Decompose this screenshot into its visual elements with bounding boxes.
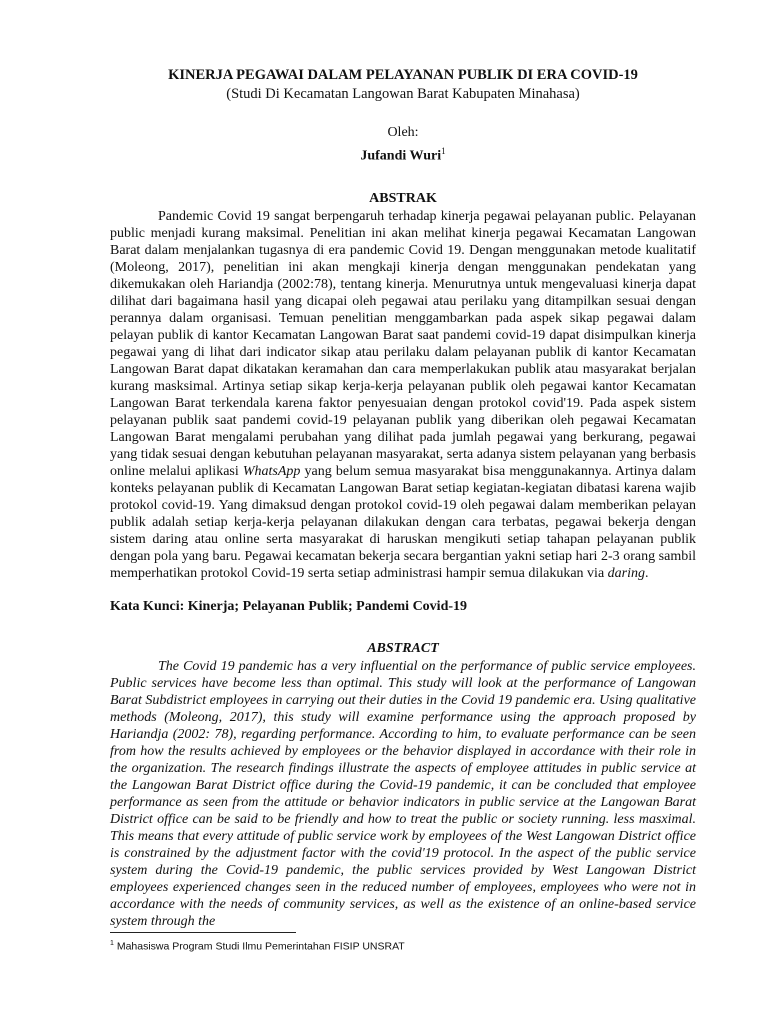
author-name	[110, 142, 696, 166]
abstrak-text-part-2: yang belum semua masyarakat bisa menggunakannya. Artinya dalam konteks pelayanan publik di Kecamatan Langowan Barat setiap kegiatan-kegiatan dibatasi karena wajib protokol covid-19. Yang dimaksud dengan protokol covid-19 oleh pegawai dalam memberikan pelayan publik adalah setiap kerja-kerja pelayanan dilakukan dengan cara terbatas, pegawai bekerja dengan sistem daring atau online serta masyarakat di haruskan mengikuti setiap tahapan pelayanan publik dengan pola yang baru. Pegawai kecamatan bekerja secara bergantian yakni setiap hari 2-3 orang sambil memperhatikan protokol Covid-19 serta setiap administrasi hampir semua dilakukan via	[110, 463, 697, 581]
paper-subtitle: (Studi Di Kecamatan Langowan Barat Kabupaten Minahasa)	[226, 86, 580, 102]
abstrak-daring: daring	[607, 565, 645, 581]
abstract-heading: ABSTRACT	[367, 640, 439, 656]
footnote-text: Mahasiswa Program Studi Ilmu Pemerintahan FISIP UNSRAT	[113, 940, 405, 953]
paper-page	[110, 66, 696, 930]
footnote-divider	[110, 932, 296, 933]
author-footnote-marker: 1	[441, 146, 446, 156]
abstrak-text-part-1: Pandemic Covid 19 sangat berpengaruh terhadap kinerja pegawai pelayanan public. Pelayanan public menjadi kurang maksimal. Penelitian ini akan melihat kinerja pegawai Kecamatan Langowan Barat dalam menjalankan tugasnya di era pandemic Covid 19. Dengan menggunakan metode kualitatif (Moleong, 2017), penelitian ini akan mengkaji kinerja dengan menggunakan pendekatan yang dikemukakan oleh Hariandja (2002:78), tentang kinerja. Menurutnya untuk mengevaluasi kinerja dapat dilihat dari bagaimana hasil yang dicapai oleh pegawai atau perilaku yang ditampilkan sesuai dengan perannya dalam organisasi. Temuan penelitian menggambarkan pada aspek sikap pegawai dalam pelayan publik di kantor Kecamatan Langowan Barat saat pandemi covid-19 dapat disimpulkan kinerja pegawai yang di lihat dari indicator sikap atau perilaku dalam pelayanan publik di kantor Kecamatan Langowan Barat dapat dikatakan keramahan dan cara memperlakukan publik atau masyarakat berjalan kurang masksimal. Artinya setiap sikap kerja-kerja pelayanan publik oleh pegawai kantor Kecamatan Langowan Barat terkendala karena faktor penyesuaian dengan protokol covid'19. Pada aspek sistem pelayanan publik saat pandemi covid-19 pelayanan publik yang diberikan oleh pegawai Kecamatan Langowan Barat mengalami perubahan yang dilihat pada jumlah pegawai yang berkurang, pegawai yang tidak sesuai dengan kebutuhan pelayanan masyarakat, serta adanya sistem pelayanan yang berbasis online melalui aplikasi	[110, 208, 696, 479]
abstrak-whatsapp: WhatsApp	[242, 463, 301, 479]
abstrak-heading: ABSTRAK	[369, 190, 437, 206]
abstrak-body	[110, 208, 696, 582]
keywords: Kata Kunci: Kinerja; Pelayanan Publik; Pandemi Covid-19	[110, 598, 468, 614]
abstract-body: The Covid 19 pandemic has a very influential on the performance of public service employees. Public services have become less than optimal. This study will look at the performance of Langowan Barat Subdistrict employees in carrying out their duties in the Covid 19 pandemic era. Using qualitative methods (Moleong, 2017), this study will examine performance using the approach proposed by Hariandja (2002: 78), regarding performance. According to him, to evaluate performance can be seen from how the results achieved by employees or the behavior displayed in accordance with their role in the organization. The research findings illustrate the aspects of employee attitudes in public service at the Langowan Barat District office during the Covid-19 pandemic, it can be concluded that employee performance as seen from the attitude or behavior indicators in public service at the Langowan Barat District office can be said to be friendly and how to treat the public or society running. less masximal. This means that every attitude of public service work by employees of the West Langowan District office is constrained by the adjustment factor with the covid'19 protocol. In the aspect of the public service system during the Covid-19 pandemic, the public services provided by West Langowan District employees experienced changes seen in the reduced number of employees, employees who were not in accordance with the needs of community services, as well as the existence of an online-based service system through the	[110, 658, 696, 929]
paper-title: KINERJA PEGAWAI DALAM PELAYANAN PUBLIK DI ERA COVID-19	[168, 67, 638, 83]
footnote	[110, 940, 405, 953]
abstrak-text-end: .	[645, 565, 649, 581]
by-label: Oleh:	[387, 125, 419, 140]
footnote-marker: 1	[110, 940, 114, 947]
author-text: Jufandi Wuri	[360, 148, 442, 164]
